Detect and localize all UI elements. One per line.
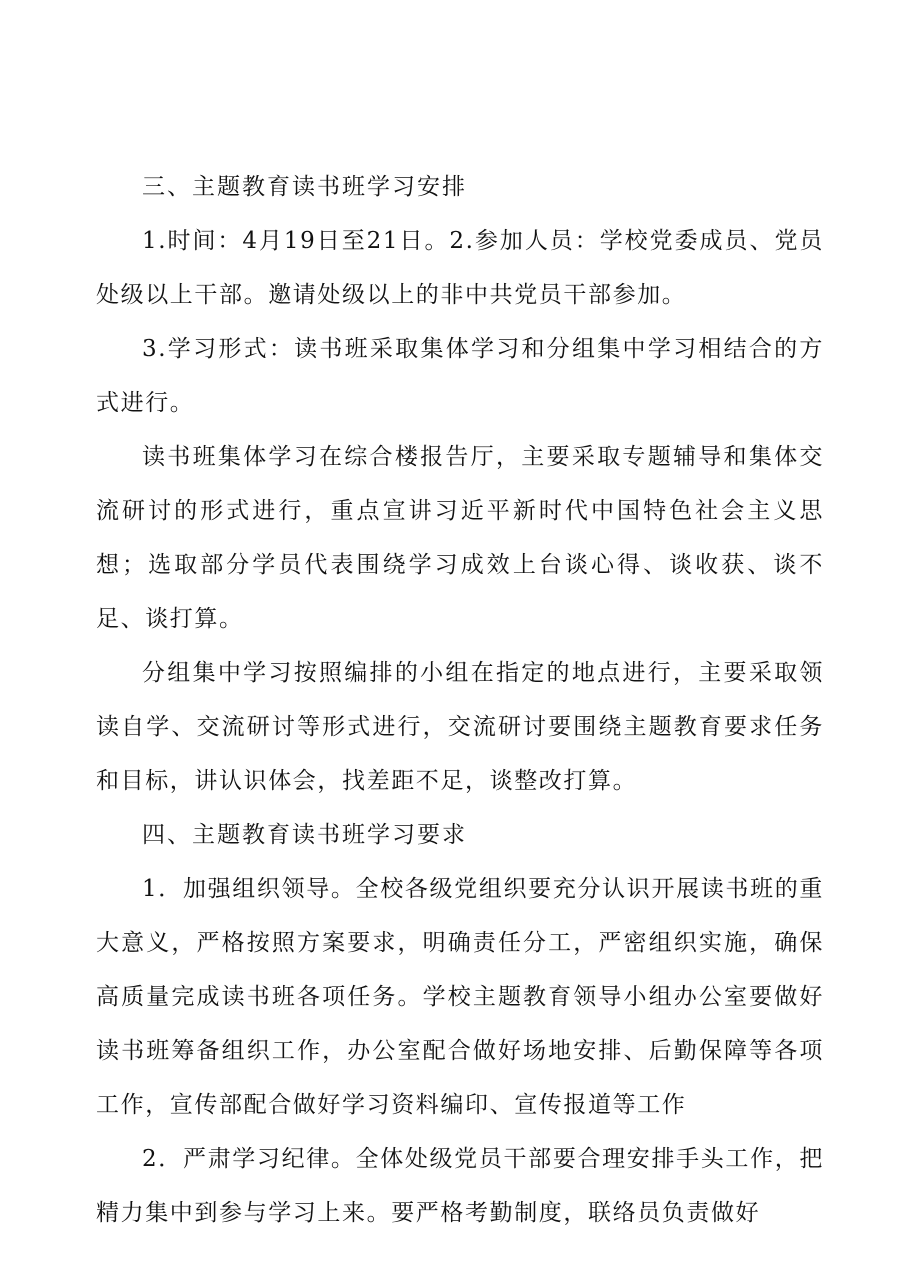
section-heading-arrangement: 三、主题教育读书班学习安排 <box>142 174 467 200</box>
paragraph-collective-study: 读书班集体学习在综合楼报告厅，主要采取专题辅导和集体交流研讨的形式进行，重点宣讲习近平新时代中国特色社会主义思想；选取部分学员代表围绕学习成效上台谈心得、谈收获、谈不足、谈打算。 <box>96 444 824 632</box>
paragraph-group-study: 分组集中学习按照编排的小组在指定的地点进行，主要采取领读自学、交流研讨等形式进行，交流研讨要围绕主题教育要求任务和目标，讲认识体会，找差距不足，谈整改打算。 <box>96 660 824 794</box>
paragraph-time-participants: 1.时间：4月19日至21日。2.参加人员：学校党委成员、党员处级以上干部。邀请处级以上的非中共党员干部参加。 <box>96 228 824 308</box>
section-heading-requirements: 四、主题教育读书班学习要求 <box>142 822 467 848</box>
paragraph-organization-leadership: 1．加强组织领导。全校各级党组织要充分认识开展读书班的重大意义，严格按照方案要求，明确责任分工，严密组织实施，确保高质量完成读书班各项任务。学校主题教育领导小组办公室要做好读书班筹备组织工作，办公室配合做好场地安排、后勤保障等各项工作，宣传部配合做好学习资料编印、宣传报道等工作 <box>96 876 824 1118</box>
paragraph-study-form: 3.学习形式：读书班采取集体学习和分组集中学习相结合的方式进行。 <box>96 336 824 416</box>
paragraph-study-discipline: 2．严肃学习纪律。全体处级党员干部要合理安排手头工作，把精力集中到参与学习上来。要严格考勤制度，联络员负责做好 <box>96 1146 824 1226</box>
document-body <box>96 160 824 1240</box>
